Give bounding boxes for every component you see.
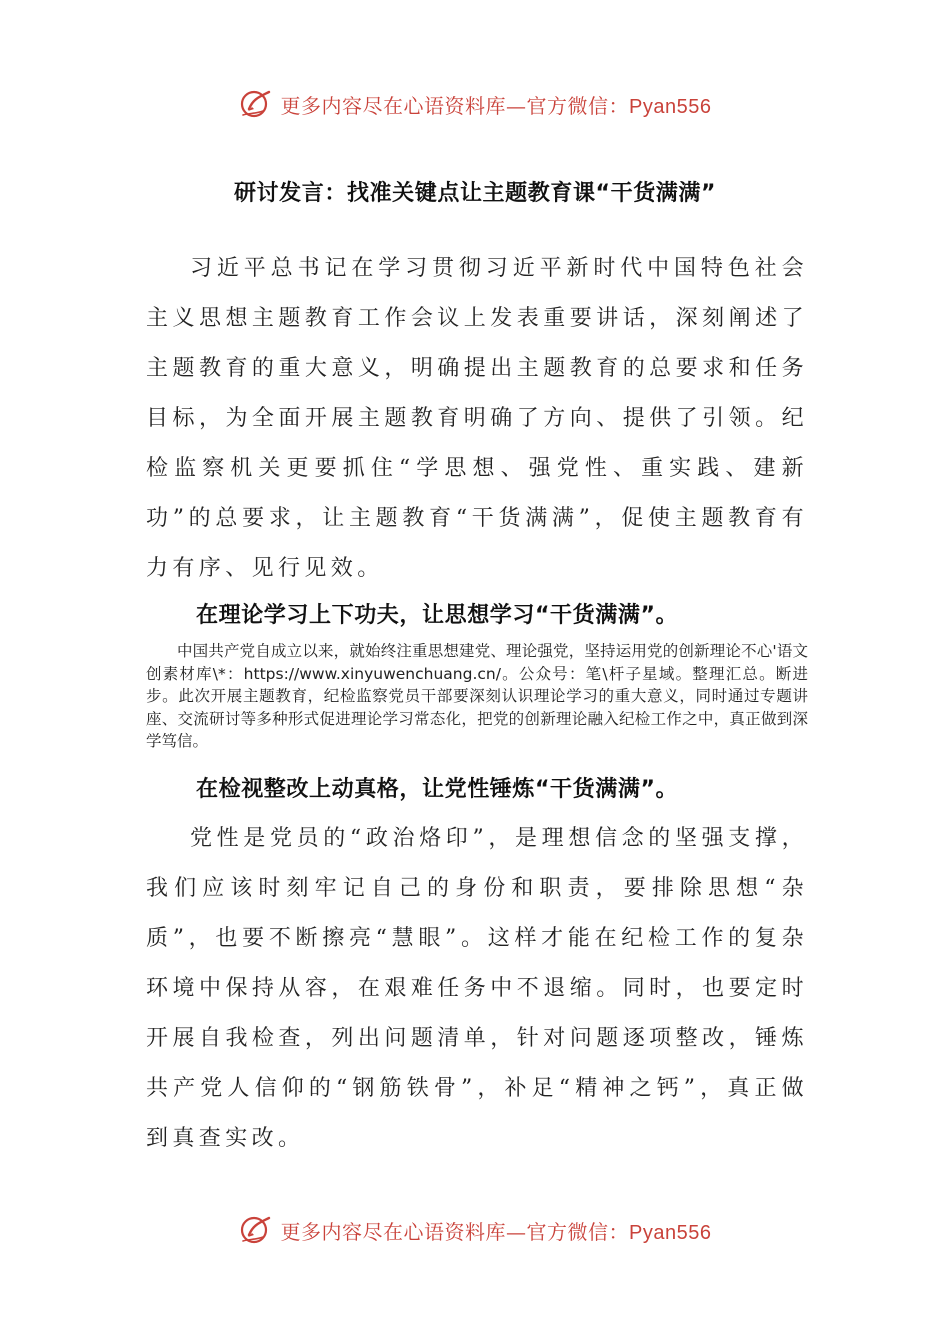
section-heading-2: 在检视整改上动真格，让党性锤炼“干货满满”。 bbox=[196, 777, 679, 802]
footer-banner bbox=[0, 1208, 950, 1252]
header-banner bbox=[0, 82, 950, 126]
pen-logo-icon bbox=[239, 87, 273, 121]
banner-label: 更多内容尽在心语资料库—官方微信： bbox=[280, 1219, 630, 1244]
banner-wechat-id: Pyan556 bbox=[629, 95, 712, 118]
banner-wechat-id: Pyan556 bbox=[629, 1221, 712, 1244]
pen-logo-icon bbox=[239, 1213, 273, 1247]
banner-text bbox=[281, 90, 712, 119]
banner-text bbox=[281, 1216, 712, 1245]
body-paragraph-2: 中国共产党自成立以来，就始终注重思想建党、理论强党，坚持运用党的创新理论不心'语文创素材库\*：https://www.xinyuwenchuang.cn/。公众号：笔\杆子星域。整理汇总。断进步。此次开展主题教育，纪检监察党员干部要深刻认识理论学习的重大意义，同时通过专题讲座、交流研讨等多种形式促进理论学习常态化，把党的创新理论融入纪检工作之中，真正做到深学笃信。 bbox=[146, 642, 808, 750]
page-title: 研讨发言：找准关键点让主题教育课“干货满满” bbox=[233, 181, 717, 206]
section-heading-1: 在理论学习上下功夫，让思想学习“干货满满”。 bbox=[196, 603, 679, 628]
body-paragraph-3: 党性是党员的“政治烙印”，是理想信念的坚强支撑，我们应该时刻牢记自己的身份和职责，要排除思想“杂质”，也要不断擦亮“慧眼”。这样才能在纪检工作的复杂环境中保持从容，在艰难任务中不退缩。同时，也要定时开展自我检查，列出问题清单，针对问题逐项整改，锤炼共产党人信仰的“钢筋铁骨”，补足“精神之钙”，真正做到真查实改。 bbox=[146, 826, 808, 1151]
body-paragraph-1: 习近平总书记在学习贯彻习近平新时代中国特色社会主义思想主题教育工作会议上发表重要讲话，深刻阐述了主题教育的重大意义，明确提出主题教育的总要求和任务目标，为全面开展主题教育明确了方向、提供了引领。纪检监察机关更要抓住“学思想、强党性、重实践、建新功”的总要求，让主题教育“干货满满”，促使主题教育有力有序、见行见效。 bbox=[146, 256, 808, 581]
banner-label: 更多内容尽在心语资料库—官方微信： bbox=[280, 93, 630, 118]
